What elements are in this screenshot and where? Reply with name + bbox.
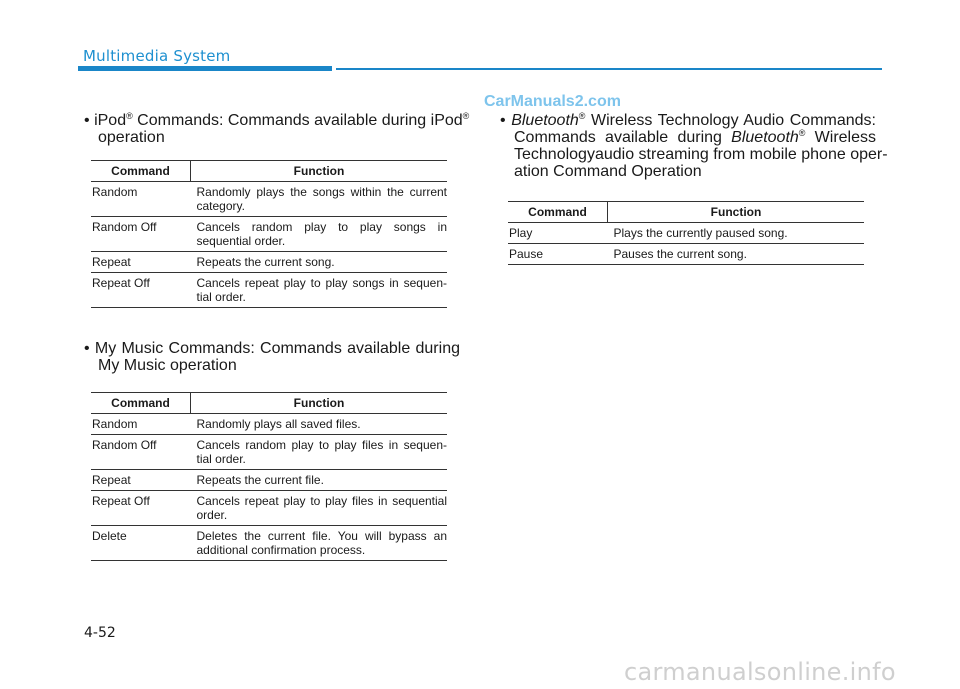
page-number: 4-52 [84, 625, 116, 641]
ipod-commands-paragraph [84, 111, 470, 146]
table-row [91, 414, 447, 435]
table-row [91, 526, 447, 561]
header-rule-thin [336, 68, 882, 70]
function-cell: Cancels random play to play songs in sequential order. [191, 217, 448, 252]
function-cell: Randomly plays all saved files. [191, 414, 448, 435]
registered-mark: ® [578, 111, 586, 121]
table-row [91, 273, 447, 308]
table-header-row [91, 393, 447, 414]
command-cell: Repeat [91, 252, 191, 273]
function-header: Function [608, 202, 865, 223]
function-cell: Randomly plays the songs within the current category. [191, 182, 448, 217]
function-header: Function [191, 393, 448, 414]
function-cell: Repeats the current file. [191, 470, 448, 491]
ipod-commands-table [91, 160, 447, 308]
function-header: Function [191, 161, 448, 182]
table-row [91, 217, 447, 252]
registered-mark: ® [126, 111, 133, 121]
function-cell: Plays the currently paused song. [608, 223, 865, 244]
command-header: Command [91, 161, 191, 182]
table-row [508, 223, 864, 244]
bluetooth-line-3: Technologyaudio streaming from mobile phone oper- [514, 146, 888, 163]
table-header-row [91, 161, 447, 182]
bullet-mark: • [84, 340, 90, 357]
command-cell: Repeat Off [91, 273, 191, 308]
command-cell: Random [91, 182, 191, 217]
ipod-word: iPod [94, 112, 127, 129]
registered-mark: ® [462, 111, 470, 121]
table-row [91, 470, 447, 491]
mymusic-line-2: My Music operation [98, 357, 237, 374]
command-cell: Repeat [91, 470, 191, 491]
bluetooth-word: Bluetooth [511, 112, 579, 129]
command-cell: Repeat Off [91, 491, 191, 526]
mymusic-commands-table [91, 392, 447, 561]
command-cell: Delete [91, 526, 191, 561]
table-row [91, 182, 447, 217]
registered-mark: ® [798, 128, 806, 138]
function-cell: Cancels repeat play to play files in sequential order. [191, 491, 448, 526]
bluetooth-line-1: • Bluetooth® Wireless Technology Audio Commands: [500, 111, 876, 129]
bullet-mark: • [500, 112, 506, 129]
function-cell: Cancels random play to play files in sequen- tial order. [191, 435, 448, 470]
table-row [508, 244, 864, 265]
bluetooth-commands-paragraph [500, 111, 888, 180]
bluetooth-commands-table [508, 201, 864, 265]
command-cell: Pause [508, 244, 608, 265]
mymusic-line-1: • My Music Commands: Commands available during [84, 340, 460, 357]
command-header: Command [508, 202, 608, 223]
table-row [91, 491, 447, 526]
bullet-mark: • [84, 112, 90, 129]
function-cell: Pauses the current song. [608, 244, 865, 265]
command-header: Command [91, 393, 191, 414]
section-title: Multimedia System [83, 47, 231, 65]
command-cell: Play [508, 223, 608, 244]
command-cell: Random Off [91, 435, 191, 470]
table-row [91, 252, 447, 273]
bluetooth-line-2: Commands available during Bluetooth® Wireless [514, 128, 876, 146]
ipod-line-2: operation [98, 129, 165, 146]
function-cell: Deletes the current file. You will bypass an additional confirmation process. [191, 526, 448, 561]
table-header-row [508, 202, 864, 223]
ipod-text: Commands: Commands available during iPod [132, 112, 463, 129]
function-cell: Repeats the current song. [191, 252, 448, 273]
bluetooth-word: Bluetooth [731, 129, 799, 146]
command-cell: Random [91, 414, 191, 435]
mymusic-commands-paragraph [84, 340, 460, 374]
header-rule-thick [78, 66, 332, 71]
function-cell: Cancels repeat play to play songs in sequen- tial order. [191, 273, 448, 308]
watermark-top: CarManuals2.com [484, 93, 621, 110]
ipod-line-1 [84, 111, 470, 129]
table-row [91, 435, 447, 470]
bluetooth-line-4: ation Command Operation [514, 163, 702, 180]
footer-watermark: carmanualsonline.info [624, 658, 896, 686]
command-cell: Random Off [91, 217, 191, 252]
